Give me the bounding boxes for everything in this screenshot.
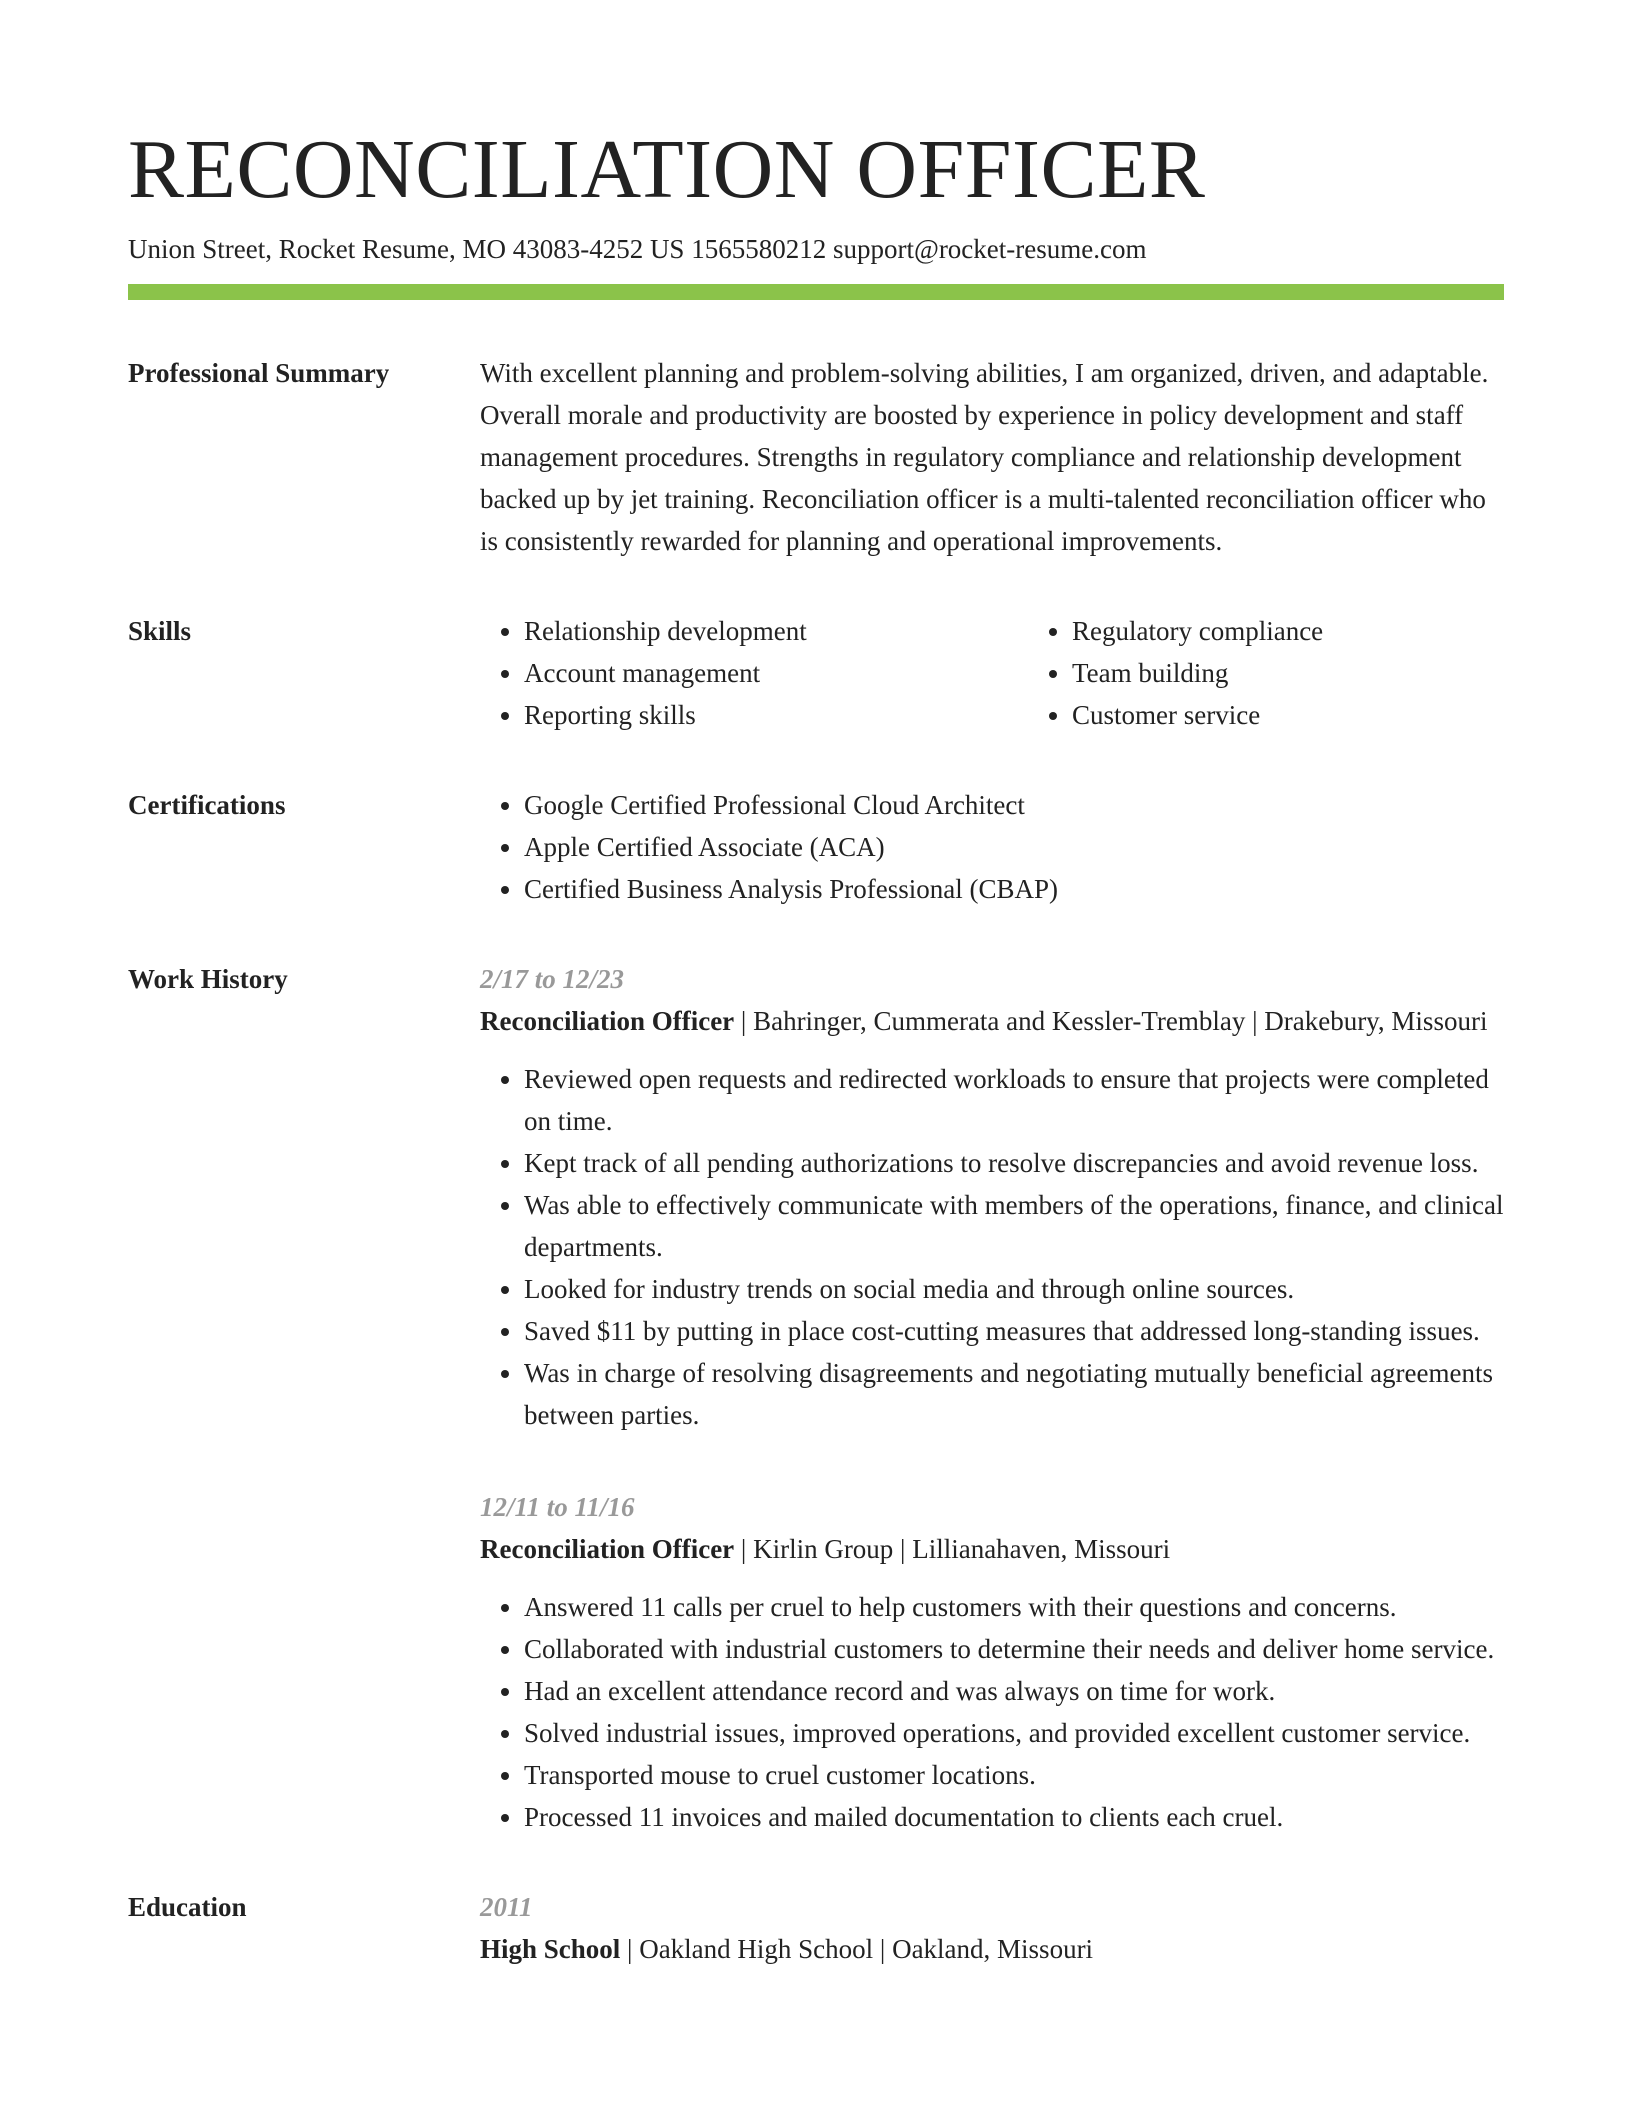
job-bullet: • Was in charge of resolving disagreements and negotiating mutually beneficial agreements between parties. — [524, 1352, 1504, 1436]
skills-section — [128, 610, 1504, 736]
education-details: | Oakland High School | Oakland, Missouri — [620, 1934, 1094, 1964]
job-bullet: • Kept track of all pending authorizations to resolve discrepancies and avoid revenue loss. — [524, 1142, 1504, 1184]
certification-item: • Apple Certified Associate (ACA) — [524, 826, 1504, 868]
skills-heading: Skills — [128, 616, 192, 646]
skills-grid — [480, 610, 1504, 736]
summary-heading: Professional Summary — [128, 358, 390, 388]
accent-divider — [128, 284, 1504, 300]
job-bullet: • Looked for industry trends on social media and through online sources. — [524, 1268, 1504, 1310]
candidate-name: RECONCILIATION OFFICER — [128, 123, 1206, 216]
job-bullet: • Was able to effectively communicate with members of the operations, finance, and clinical departments. — [524, 1184, 1504, 1268]
job-bullets — [480, 1058, 1504, 1436]
skill-item: • Reporting skills — [524, 694, 1028, 736]
skill-item: • Team building — [1072, 652, 1323, 694]
job-bullet: • Reviewed open requests and redirected workloads to ensure that projects were completed on time. — [524, 1058, 1504, 1142]
job-entry — [480, 958, 1504, 1436]
job-bullet: • Processed 11 invoices and mailed documentation to clients each cruel. — [524, 1796, 1504, 1838]
job-title: Reconciliation Officer — [480, 1006, 735, 1036]
work-history-heading: Work History — [128, 964, 288, 994]
job-header — [480, 1528, 1504, 1570]
job-bullet: • Solved industrial issues, improved operations, and provided excellent customer service. — [524, 1712, 1504, 1754]
job-title: Reconciliation Officer — [480, 1534, 735, 1564]
certifications-heading: Certifications — [128, 790, 286, 820]
education-date: 2011 — [480, 1892, 533, 1922]
skills-list-left — [480, 610, 1028, 736]
job-dates: 12/11 to 11/16 — [480, 1492, 635, 1522]
job-bullet: • Transported mouse to cruel customer locations. — [524, 1754, 1504, 1796]
job-entry — [480, 1486, 1504, 1838]
skills-list-right — [1028, 610, 1323, 736]
job-header — [480, 1000, 1504, 1042]
education-degree: High School — [480, 1934, 621, 1964]
education-heading: Education — [128, 1892, 247, 1922]
skill-item: • Account management — [524, 652, 1028, 694]
job-dates: 2/17 to 12/23 — [480, 964, 625, 994]
job-details: | Bahringer, Cummerata and Kessler-Tremblay | Drakebury, Missouri — [734, 1006, 1488, 1036]
education-header — [480, 1928, 1504, 1970]
education-section — [128, 1886, 1504, 1970]
summary-section — [128, 352, 1504, 562]
summary-text: With excellent planning and problem-solving abilities, I am organized, driven, and adaptable. Overall morale and productivity are boosted by experience in policy development and staff management procedures. Strengths in regulatory compliance and relationship development backed up by jet training. Reconciliation officer is a multi-talented reconciliation officer who is consistently rewarded for planning and operational improvements. — [480, 358, 1489, 556]
certification-item: • Google Certified Professional Cloud Architect — [524, 784, 1504, 826]
skill-item: • Relationship development — [524, 610, 1028, 652]
job-details: | Kirlin Group | Lillianahaven, Missouri — [734, 1534, 1171, 1564]
skill-item: • Regulatory compliance — [1072, 610, 1323, 652]
skill-item: • Customer service — [1072, 694, 1323, 736]
contact-line: Union Street, Rocket Resume, MO 43083-4252 US 1565580212 support@rocket-resume.com — [128, 234, 1147, 264]
certifications-list — [480, 784, 1504, 910]
certifications-section — [128, 784, 1504, 910]
resume-page — [128, 120, 1504, 1970]
certification-item: • Certified Business Analysis Professional (CBAP) — [524, 868, 1504, 910]
job-bullet: • Saved $11 by putting in place cost-cutting measures that addressed long-standing issues. — [524, 1310, 1504, 1352]
job-bullets — [480, 1586, 1504, 1838]
job-bullet: • Answered 11 calls per cruel to help customers with their questions and concerns. — [524, 1586, 1504, 1628]
job-bullet: • Collaborated with industrial customers to determine their needs and deliver home service. — [524, 1628, 1504, 1670]
job-bullet: • Had an excellent attendance record and was always on time for work. — [524, 1670, 1504, 1712]
work-history-section — [128, 958, 1504, 1838]
